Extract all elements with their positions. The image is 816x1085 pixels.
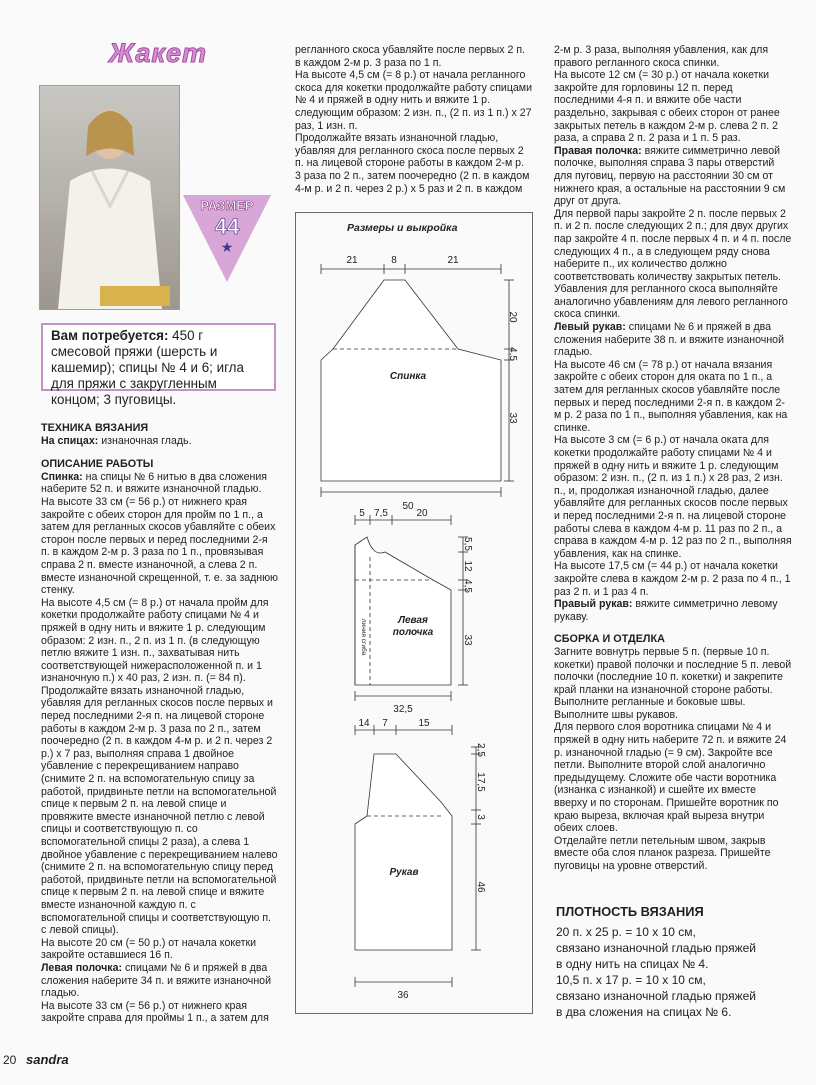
paragraph: спицами № 6 и пряжей в два сложения наберите 38 п. и вяжите изнаночной гладью. [554,321,784,359]
back-side-dim-2: 4,5 [507,347,518,361]
paragraph: регланного скоса убавляйте после первых 2 п. в каждом 2-м р. 3 раза по 1 п. [295,44,525,69]
sleeve-side-dim-3: 3 [475,814,486,820]
assembly-heading: СБОРКА И ОТДЕЛКА [554,633,665,646]
fold-line-label: линия сгиба [360,618,367,656]
front-side-dim-4: 33 [462,634,473,646]
paragraph: На высоте 46 см (= 78 р.) от начала вязания закройте с обеих сторон для оката по 1 п., а затем для регланных скосов убавляйте после первых и перед последними 2-я п. в каждом 2-м р. 2 раза по 1 п., выполняя убавления, как на спинке. [554,358,788,434]
paragraph: На высоте 33 см (= 56 р.) от нижнего края закройте с обеих сторон для пройм по 1 п., а затем для регланных скосов убавляйте с обеих сторон после первых и перед последними 2-я п. в каждом 2-м р. 3 раза по 1 п., провязывая справа 2 п. вместе изнаночной, а слева 2 п. вместе изнаночной скрещенной, т. е. за заднюю стенку. [41,495,279,597]
sleeve-side-dim-4: 46 [475,881,486,893]
sleeve-label: Рукав [389,867,419,878]
front-top-dim-1: 5 [359,508,365,519]
density-line: 10,5 п. х 17 р. = 10 х 10 см, [556,972,706,987]
technique-label: На спицах: [41,434,99,447]
left-front-piece [355,537,451,685]
back-label: Спинка [389,371,427,382]
model-illustration [40,86,179,309]
density-line: в два сложения на спицах № 6. [556,1004,732,1019]
paragraph: Для первой пары закройте 2 п. после первых 2 п. и 2 п. после следующих 2 п.; для двух других пар закройте 4 п. после первых 4 п. и 4 п. после следующих 4 п., а в следующем ряду снова наберите п., их количество должно соответствовать количеству закрытых петель. Убавления для регланного скоса выполняйте аналогично убавлениям для левого регланного скоса спинки. [554,207,792,321]
technique-text: изнаночная гладь. [101,434,192,447]
paragraph: На высоте 4,5 см (= 8 р.) от начала регланного скоса для кокетки продолжайте работу спицами № 4 и пряжей в одну нить и вяжите 1 р. следующим образом: 2 изн. п., (2 п. из 1 п.) х 27 раз, 1 изн. п. [295,69,533,132]
paragraph: Загните вовнутрь первые 5 п. (первые 10 п. кокетки) правой полочки и последние 5 п. левой полочки (последние 10 п. кокетки) и закрепите край планки на изнаночной стороне работы. Выполните регланные и боковые швы. Выполните швы рукавов. [554,645,792,721]
paragraph: На высоте 33 см (= 56 р.) от нижнего края закройте справа для проймы 1 п., а затем для [41,999,269,1025]
back-side-dim-1: 20 [507,311,518,323]
left-sleeve-label: Левый рукав: [554,321,626,334]
right-front-label: Правая полочка: [554,144,642,157]
back-top-dim-3: 21 [447,255,459,266]
technique-heading: ТЕХНИКА ВЯЗАНИЯ [41,422,149,434]
front-top-dim-2: 7,5 [374,508,388,519]
paragraph: вяжите симметрично левому рукаву. [554,598,778,623]
back-bottom-dim: 50 [402,501,414,512]
sleeve-bottom-dim: 36 [397,990,409,1001]
left-front-label: Левая полочка: [41,961,122,974]
page-title: Жакет [108,38,208,68]
materials-label: Вам потребуется: [51,328,169,343]
size-badge [178,190,276,285]
paragraph: На высоте 3 см (= 6 р.) от начала оката для кокетки продолжайте работу спицами № 4 и пряжей в одну нить и вяжите 1 р. следующим образом: 2 изн. п., (2 п. из 1 п.) х 28 раз, 2 изн. п., и, продолжая изнаночной гладью, далее убавляйте для регланных скосов после первых и перед последними 2-я п. на лицевой стороне работы слева в каждом 4-м р. 11 раз по 2 п., а справа в каждом 4-м р. 12 раз по 2 п., выполняя убавления, как на спинке. [554,434,792,560]
paragraph: На высоте 17,5 см (= 44 р.) от начала кокетки закройте слева в каждом 2-м р. 2 раза по 4 п., 1 раз 2 п. и 1 раз 4 п. [554,560,791,598]
description-heading: ОПИСАНИЕ РАБОТЫ [41,458,154,471]
paragraph: 2-м р. 3 раза, выполняя убавления, как для правого регланного скоса спинки. [554,44,769,69]
star-icon: ★ [220,240,234,256]
paragraph: спицами № 6 и пряжей в два сложения наберите 34 п. и вяжите изнаночной гладью. [41,961,271,1000]
paragraph: Продолжайте вязать изнаночной гладью, убавляя для регланного скоса после первых 2 п. на лицевой стороне работы в каждом 2-м р. 3 раза по 2 п., затем поочередно (2 п. в каждом 4-м р. и 2 п. через 2 р.) х 5 раз и 2 п. в каждом [295,132,530,195]
paragraph: Продолжайте вязать изнаночной гладью, убавляя для регланных скосов после первых и перед последними 2-я п. на лицевой стороне работы в каждом 2-м р. 3 раза по 2 п., затем поочередно (2 п. в каждом 4-м р. и 2 п. через 2 р.) х 7 раз, выполняя справа 1 двойное убавление с перекрещиванием направо (снимите 2 п. на вспомогательную спицу за работой, придвиньте петли на вспомогательной спице к первым 2 п. на левой спице и провяжите вместе изнаночной петлю с левой спицы и соответствующую п. со вспомогательной спицы 2 раза), а слева 1 двойное убавление с перекрещиванием налево (снимите 2 п. на вспомогательную спицу перед работой, придвиньте петли на вспомогательной спице к первым 2 п. на левой спице и вяжите вместе изнаночной каждую п. с вспомогательной спицы и соответствующую п. с левой спицы). [41,684,278,937]
back-top-dim-2: 8 [391,255,397,266]
front-top-dim-3: 20 [416,508,428,519]
brand-logo: sandra [26,1052,69,1067]
page-number: 20 [3,1053,17,1067]
materials-text: 450 г смесовой пряжи (шерсть и кашемир); спицы № 4 и 6; игла для пряжи с закругленным концом; 3 пуговицы. [51,328,244,407]
right-sleeve-label: Правый рукав: [554,598,633,611]
size-label: РАЗМЕР [200,198,254,213]
front-side-dim-2: 12 [462,560,473,572]
paragraph: На высоте 4,5 см (= 8 р.) от начала пройм для кокетки продолжайте работу спицами № 4 и пряжей в одну нить и вяжите 1 р. следующим образом: 2 изн. п., 2 п. из 1 п. (в следующую петлю вяжите 1 изн. п., захватывая нить соответствующей нижерасположенной п. и 1 изнаночную п.) х 40 раз, 2 изн. п. (= 84 п). [41,596,269,685]
back-label: Спинка: [41,470,83,483]
paragraph: Для первого слоя воротника спицами № 4 и пряжей в одну нить наберите 72 п. и вяжите 24 р. изнаночной гладью (= 9 см). Закройте все петли. Выполните второй слой аналогично предыдущему. Сложите обе части воротника (изнанка с изнанкой) и сшейте их вместе вверху и по сторонам. Пришейте воротник по краю выреза, включая край выреза внутри обеих слоев. [554,721,787,835]
size-value: 44 [214,214,240,239]
column-1 [41,418,278,1025]
front-side-dim-1: 5,5 [462,537,473,551]
column-3 [554,44,792,873]
front-side-dim-3: 4,5 [462,579,473,593]
sleeve-side-dim-2: 17,5 [475,772,486,792]
front-bottom-dim: 32,5 [393,704,413,715]
front-label-line2: полочка [392,627,434,638]
density-line: связано изнаночной гладью пряжей [556,940,756,955]
column-2 [295,44,532,195]
sleeve-piece [355,754,452,950]
diagram-title: Размеры и выкройка [347,222,458,234]
density-line: 20 п. х 25 р. = 10 х 10 см, [556,924,696,939]
paragraph: На высоте 20 см (= 50 р.) от начала кокетки закройте оставшиеся 16 п. [41,936,257,962]
sleeve-top-dim-1: 14 [358,718,370,729]
paragraph: на спицы № 6 нитью в два сложения наберите 52 п. и вяжите изнаночной гладью. [41,470,268,496]
materials-box [41,323,276,407]
sleeve-top-dim-2: 7 [382,718,388,729]
front-label-line1: Левая [398,615,428,626]
density-block [556,891,786,1020]
density-heading: ПЛОТНОСТЬ ВЯЗАНИЯ [556,903,704,919]
sleeve-side-dim-1: 2,5 [475,743,486,757]
back-side-dim-3: 33 [507,412,518,424]
paragraph: Отделайте петли петельным швом, закрыв вместе оба слоя планок разреза. Пришейте пуговицы на уровне отверстий. [554,834,771,872]
sleeve-top-dim-3: 15 [418,718,430,729]
paragraph: вяжите симметрично левой полочке, выполняя справа 3 пары отверстий для пуговиц, первую на расстоянии 30 см от нижнего края, а остальные на расстоянии 9 см друг от друга. [554,144,786,208]
paragraph: На высоте 12 см (= 30 р.) от начала кокетки закройте для горловины 12 п. перед последними 4-я п. и вяжите обе части раздельно, закрывая с обеих сторон от ранее закрытых петель в каждом 2-м р. слева 2 п. 2 раза, а справа 2 п. 2 раза и 1 п. 5 раз. [554,69,780,145]
model-photo [39,85,180,310]
density-line: в одну нить на спицах № 4. [556,956,709,971]
back-top-dim-1: 21 [346,255,358,266]
density-line: связано изнаночной гладью пряжей [556,988,756,1003]
pattern-diagram [295,212,535,1018]
